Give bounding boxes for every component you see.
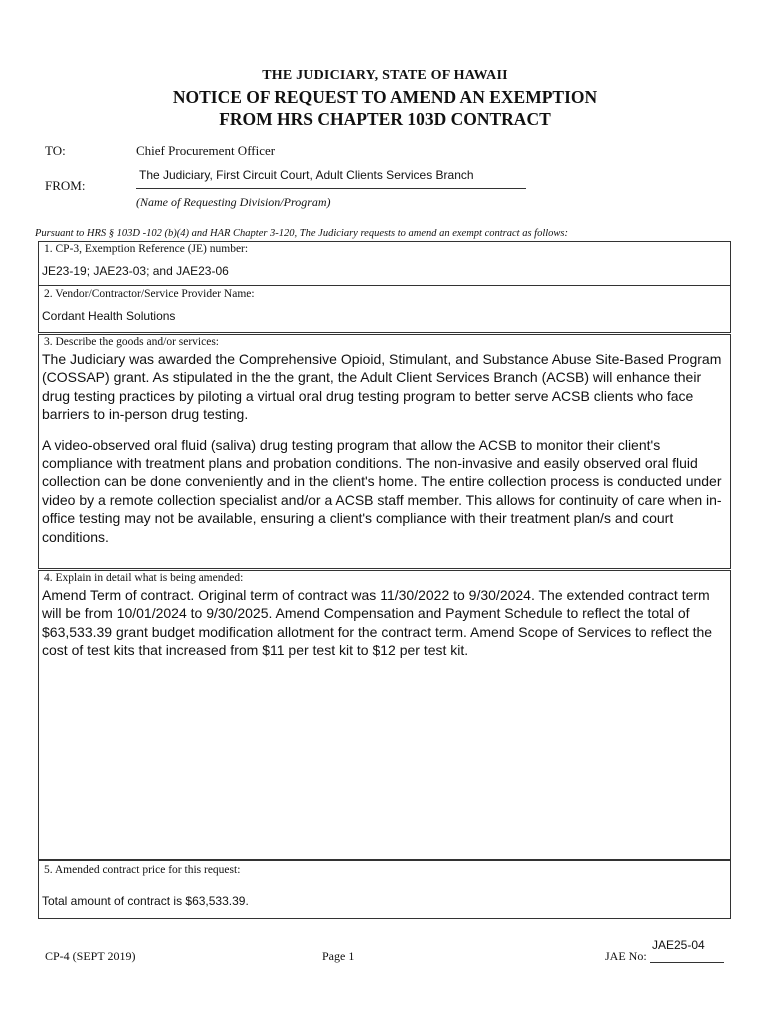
jae-label: JAE No: xyxy=(605,949,647,963)
section-3-description[interactable] xyxy=(42,350,726,558)
section-2-label: 2. Vendor/Contractor/Service Provider Name: xyxy=(44,288,255,300)
from-value: The Judiciary, First Circuit Court, Adult Clients Services Branch xyxy=(139,168,474,182)
from-label: FROM: xyxy=(45,178,86,193)
jae-number[interactable]: JAE25-04 xyxy=(652,938,705,952)
header-notice-title: NOTICE OF REQUEST TO AMEND AN EXEMPTION xyxy=(172,87,598,107)
from-underline xyxy=(136,188,526,189)
section-5-value[interactable]: Total amount of contract is $63,533.39. xyxy=(42,894,249,908)
page-number: Page 1 xyxy=(322,949,355,963)
from-caption: (Name of Requesting Division/Program) xyxy=(136,195,331,209)
section-3-paragraph-1: The Judiciary was awarded the Comprehensive Opioid, Stimulant, and Substance Abuse Site-Based Program (COSSAP) grant. As stipulated in the the grant, the Adult Client Services Branch (ACSB) will enhance their drug testing practices by piloting a virtual oral drug testing program to better serve ACSB clients who face barriers to in-person drug testing. xyxy=(42,351,722,423)
jae-underline xyxy=(650,962,724,963)
section-4-value[interactable]: Amend Term of contract. Original term of contract was 11/30/2022 to 9/30/2024. The extended contract term will be from 10/01/2024 to 9/30/2025. Amend Compensation and Payment Schedule to reflect the total of $63,533.39 grant budget modification allotment for the contract term. Amend Scope of Services to reflect the cost of test kits that increased from $11 per test kit to $12 per test kit. xyxy=(42,587,713,659)
section-4-label: 4. Explain in detail what is being amended: xyxy=(44,572,244,584)
header-notice-subtitle: FROM HRS CHAPTER 103D CONTRACT xyxy=(219,109,551,129)
section-vendor-name xyxy=(38,285,731,333)
section-amended-price xyxy=(38,860,731,919)
section-5-label: 5. Amended contract price for this request: xyxy=(44,864,241,876)
to-label: TO: xyxy=(45,143,66,158)
pursuant-statement: Pursuant to HRS § 103D -102 (b)(4) and HAR Chapter 3-120, The Judiciary requests to amend an exempt contract as follows: xyxy=(35,228,568,239)
section-3-paragraph-2: A video-observed oral fluid (saliva) drug testing program that allow the ACSB to monitor their client's compliance with treatment plans and probation conditions. The non-invasive and easily observed oral fluid collection can be done conveniently and in the client's home. The entire collection process is conducted under video by a remote collection specialist and/or a ACSB staff member. This allows for continuity of care when in-office testing may not be available, ensuring a client's compliance with their treatment plan/s and court conditions. xyxy=(42,436,722,545)
section-1-value[interactable]: JE23-19; JAE23-03; and JAE23-06 xyxy=(42,264,229,278)
header-judiciary: THE JUDICIARY, STATE OF HAWAII xyxy=(262,68,508,83)
section-amendment-details xyxy=(38,570,731,860)
section-1-label: 1. CP-3, Exemption Reference (JE) number: xyxy=(44,243,249,255)
to-value: Chief Procurement Officer xyxy=(136,143,276,158)
section-2-value[interactable]: Cordant Health Solutions xyxy=(42,309,176,323)
form-identifier: CP-4 (SEPT 2019) xyxy=(45,949,136,963)
section-3-label: 3. Describe the goods and/or services: xyxy=(44,336,220,348)
section-exemption-reference xyxy=(38,241,731,286)
section-goods-services xyxy=(38,334,731,569)
